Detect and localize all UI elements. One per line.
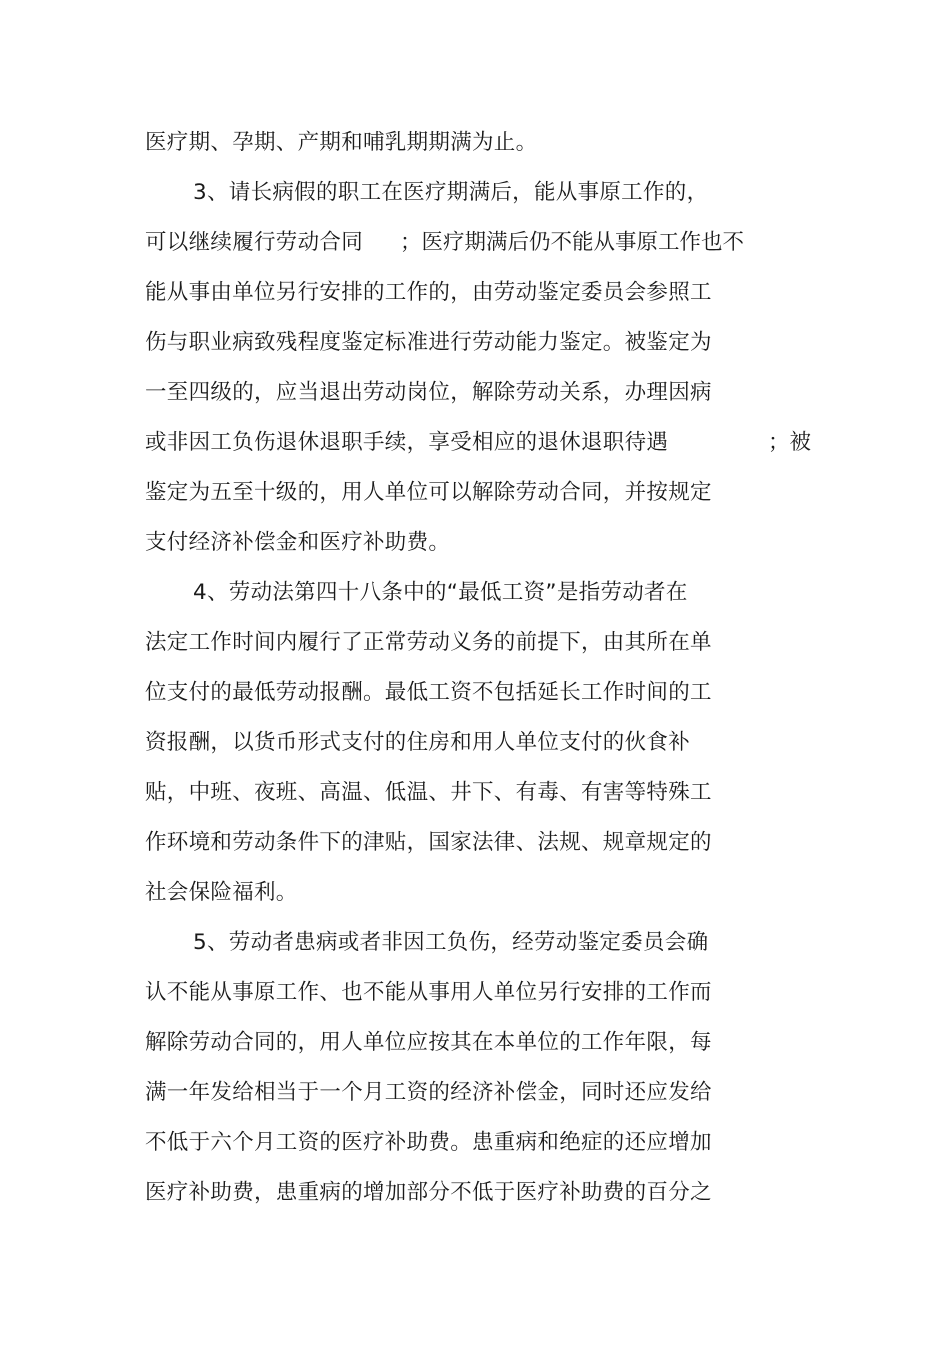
text-line: 不低于六个月工资的医疗补助费。患重病和绝症的还应增加 (145, 1130, 712, 1155)
text-line: 位支付的最低劳动报酬。最低工资不包括延长工作时间的工 (145, 680, 712, 705)
text-line: 可以继续履行劳动合同 (145, 230, 364, 255)
text-line: 贴，中班、夜班、高温、低温、井下、有毒、有害等特殊工 (145, 780, 712, 805)
text-line: 满一年发给相当于一个月工资的经济补偿金，同时还应发给 (145, 1080, 712, 1105)
text-line: 伤与职业病致残程度鉴定标准进行劳动能力鉴定。被鉴定为 (145, 330, 712, 355)
text-line: 鉴定为五至十级的，用人单位可以解除劳动合同，并按规定 (145, 480, 712, 505)
text-line: 或非因工负伤退休退职手续，享受相应的退休退职待遇 (145, 430, 669, 455)
text-line: 医疗期、孕期、产期和哺乳期期满为止。 (145, 130, 538, 155)
text-line: 资报酬，以货币形式支付的住房和用人单位支付的伙食补 (145, 730, 691, 755)
text-line: 解除劳动合同的，用人单位应按其在本单位的工作年限，每 (145, 1030, 712, 1055)
text-line: 认不能从事原工作、也不能从事用人单位另行安排的工作而 (145, 980, 712, 1005)
text-line: 法定工作时间内履行了正常劳动义务的前提下，由其所在单 (145, 630, 712, 655)
text-line: 能从事由单位另行安排的工作的，由劳动鉴定委员会参照工 (145, 280, 712, 305)
text-line: 支付经济补偿金和医疗补助费。 (145, 530, 451, 555)
text-line-continuation: ；被 (768, 430, 812, 455)
text-line: 一至四级的，应当退出劳动岗位，解除劳动关系，办理因病 (145, 380, 712, 405)
text-line: 作环境和劳动条件下的津贴，国家法律、法规、规章规定的 (145, 830, 712, 855)
text-line: 社会保险福利。 (145, 880, 298, 905)
paragraph-5-start: 5、劳动者患病或者非因工负伤，经劳动鉴定委员会确 (193, 930, 709, 955)
text-line: 医疗补助费，患重病的增加部分不低于医疗补助费的百分之 (145, 1180, 712, 1205)
paragraph-4-start: 4、劳动法第四十八条中的“最低工资”是指劳动者在 (193, 580, 688, 605)
text-line-continuation: ；医疗期满后仍不能从事原工作也不 (400, 230, 745, 255)
paragraph-3-start: 3、请长病假的职工在医疗期满后，能从事原工作的， (193, 180, 709, 205)
